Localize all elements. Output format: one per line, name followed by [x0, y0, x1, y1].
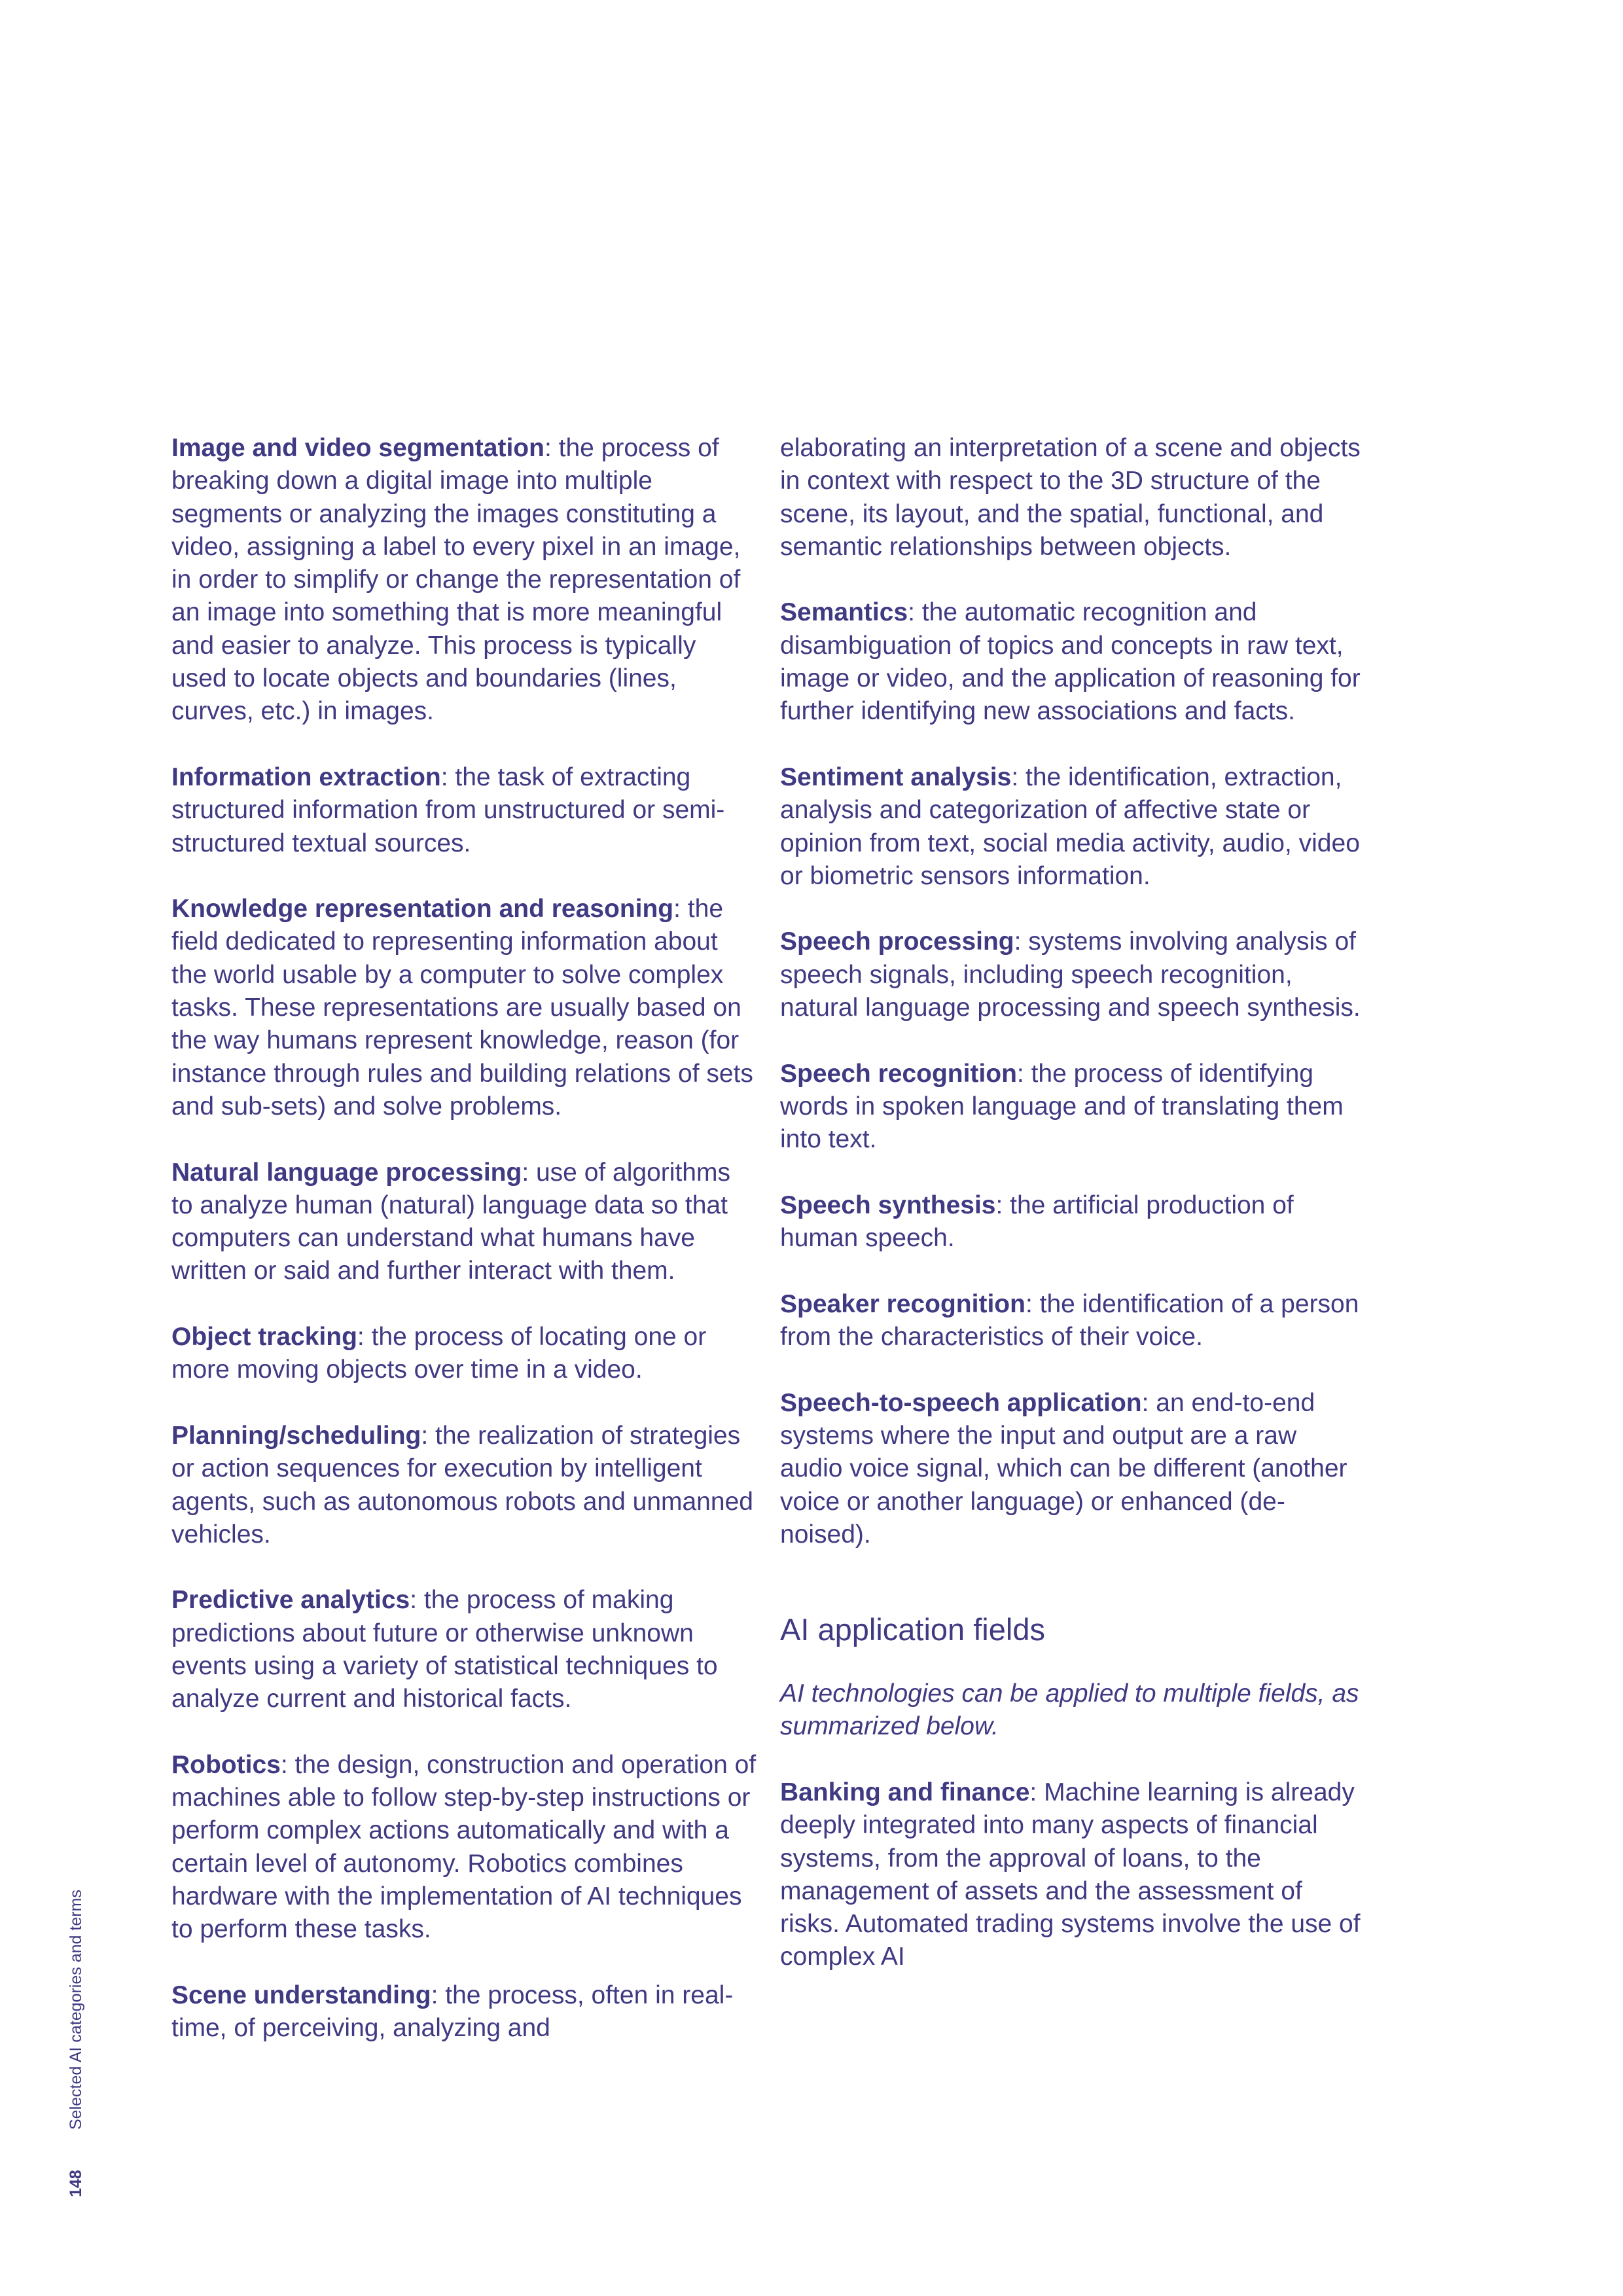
glossary-entry: [780, 1776, 1366, 1974]
section-heading: AI application fields: [780, 1612, 1045, 1647]
glossary-term: Planning/scheduling: [171, 1421, 421, 1450]
glossary-definition: : the process of breaking down a digital image into multiple segments or analyzing the images constituting a video, assigning a label to every pixel in an image, in order to simplify or change the representation of an image into something that is more meaningful and easier to analyze. This process is typically used to locate objects and boundaries (lines, curves, etc.) in images.: [171, 434, 741, 726]
glossary-definition: : the process of locating one or more moving objects over time in a video.: [171, 1323, 707, 1384]
glossary-definition: : an end-to-end systems where the input and output are a raw audio voice signal, which can be different (another voice or another language) or enhanced (de-noised).: [780, 1388, 1347, 1549]
section-intro: AI technologies can be applied to multiple fields, as summarized below.: [780, 1679, 1359, 1741]
glossary-entry: [171, 1420, 757, 1551]
glossary-entry: [171, 1749, 757, 1946]
glossary-definition: : the design, construction and operation of machines able to follow step-by-step instructions or perform complex actions automatically and with a certain level of autonomy. Robotics combines hardware with the implementation of AI techniques to perform these tasks.: [171, 1750, 757, 1944]
glossary-definition: : the process of making predictions about future or otherwise unknown events using a variety of statistical techniques to analyze current and historical facts.: [171, 1586, 718, 1713]
glossary-term: Banking and finance: [780, 1778, 1030, 1806]
glossary-term: Object tracking: [171, 1323, 357, 1352]
left-column: [171, 432, 757, 2078]
glossary-entry: [780, 761, 1366, 893]
glossary-term: Semantics: [780, 598, 908, 627]
glossary-term: Speech-to-speech application: [780, 1388, 1142, 1417]
glossary-definition: : the process of identifying words in spoken language and of translating them into text.: [780, 1059, 1344, 1154]
glossary-definition: : the field dedicated to representing information about the world usable by a computer to solve complex tasks. These representations are usually based on the way humans represent knowledge, reason (for instance through rules and building relations of sets and sub-sets) and solve problems.: [171, 895, 753, 1121]
glossary-term: Predictive analytics: [171, 1586, 410, 1615]
glossary-entry: [171, 1979, 757, 2045]
glossary-definition: : the automatic recognition and disambiguation of topics and concepts in raw text, image or video, and the application of reasoning for further identifying new associations and facts.: [780, 598, 1361, 726]
glossary-definition: : systems involving analysis of speech signals, including speech recognition, natural language processing and speech synthesis.: [780, 927, 1361, 1022]
glossary-term: Image and video segmentation: [171, 434, 544, 462]
glossary-entry: [780, 1058, 1366, 1157]
glossary-term: Speaker recognition: [780, 1289, 1026, 1318]
glossary-term: Natural language processing: [171, 1158, 522, 1187]
glossary-entry: [171, 1321, 757, 1387]
page-number: 148: [67, 2170, 85, 2197]
glossary-entry: [780, 596, 1366, 728]
glossary-term: Speech synthesis: [780, 1191, 996, 1219]
glossary-definition: : the identification of a person from the characteristics of their voice.: [780, 1289, 1359, 1352]
glossary-entry: [171, 893, 757, 1123]
glossary-continuation: elaborating an interpretation of a scene and objects in context with respect to the 3D structure of the scene, its layout, and the spatial, functional, and semantic relationships between objects.: [780, 434, 1361, 561]
glossary-entry: [171, 432, 757, 728]
glossary-entry: [780, 1189, 1366, 1255]
glossary-term: Scene understanding: [171, 1981, 431, 2009]
right-column: [780, 432, 1366, 2007]
glossary-definition: : use of algorithms to analyze human (natural) language data so that computers can understand what humans have written or said and further interact with them.: [171, 1158, 730, 1285]
glossary-entry: [171, 761, 757, 860]
glossary-entry: [780, 925, 1366, 1024]
glossary-term: Sentiment analysis: [780, 762, 1012, 791]
glossary-definition: : the artificial production of human speech.: [780, 1191, 1294, 1253]
glossary-definition: : the identification, extraction, analysis and categorization of affective state or opinion from text, social media activity, audio, video or biometric sensors information.: [780, 762, 1360, 890]
glossary-definition: : Machine learning is already deeply integrated into many aspects of financial systems, from the approval of loans, to the management of assets and the assessment of risks. Automated trading systems involve the use of complex AI: [780, 1778, 1361, 1971]
glossary-term: Speech recognition: [780, 1059, 1017, 1088]
glossary-entry: [171, 1157, 757, 1288]
glossary-definition: : the process, often in real-time, of perceiving, analyzing and: [171, 1981, 734, 2043]
glossary-term: Robotics: [171, 1750, 281, 1779]
running-head: Selected AI categories and terms: [67, 1890, 85, 2130]
glossary-entry: [780, 1387, 1366, 1551]
glossary-entry: [780, 1288, 1366, 1354]
glossary-term: Knowledge representation and reasoning: [171, 895, 674, 924]
glossary-term: Speech processing: [780, 927, 1014, 956]
glossary-definition: : the task of extracting structured information from unstructured or semi-structured textual sources.: [171, 762, 725, 857]
glossary-term: Information extraction: [171, 762, 441, 791]
glossary-entry: [171, 1584, 757, 1715]
glossary-definition: : the realization of strategies or action sequences for execution by intelligent agents, such as autonomous robots and unmanned vehicles.: [171, 1421, 753, 1549]
